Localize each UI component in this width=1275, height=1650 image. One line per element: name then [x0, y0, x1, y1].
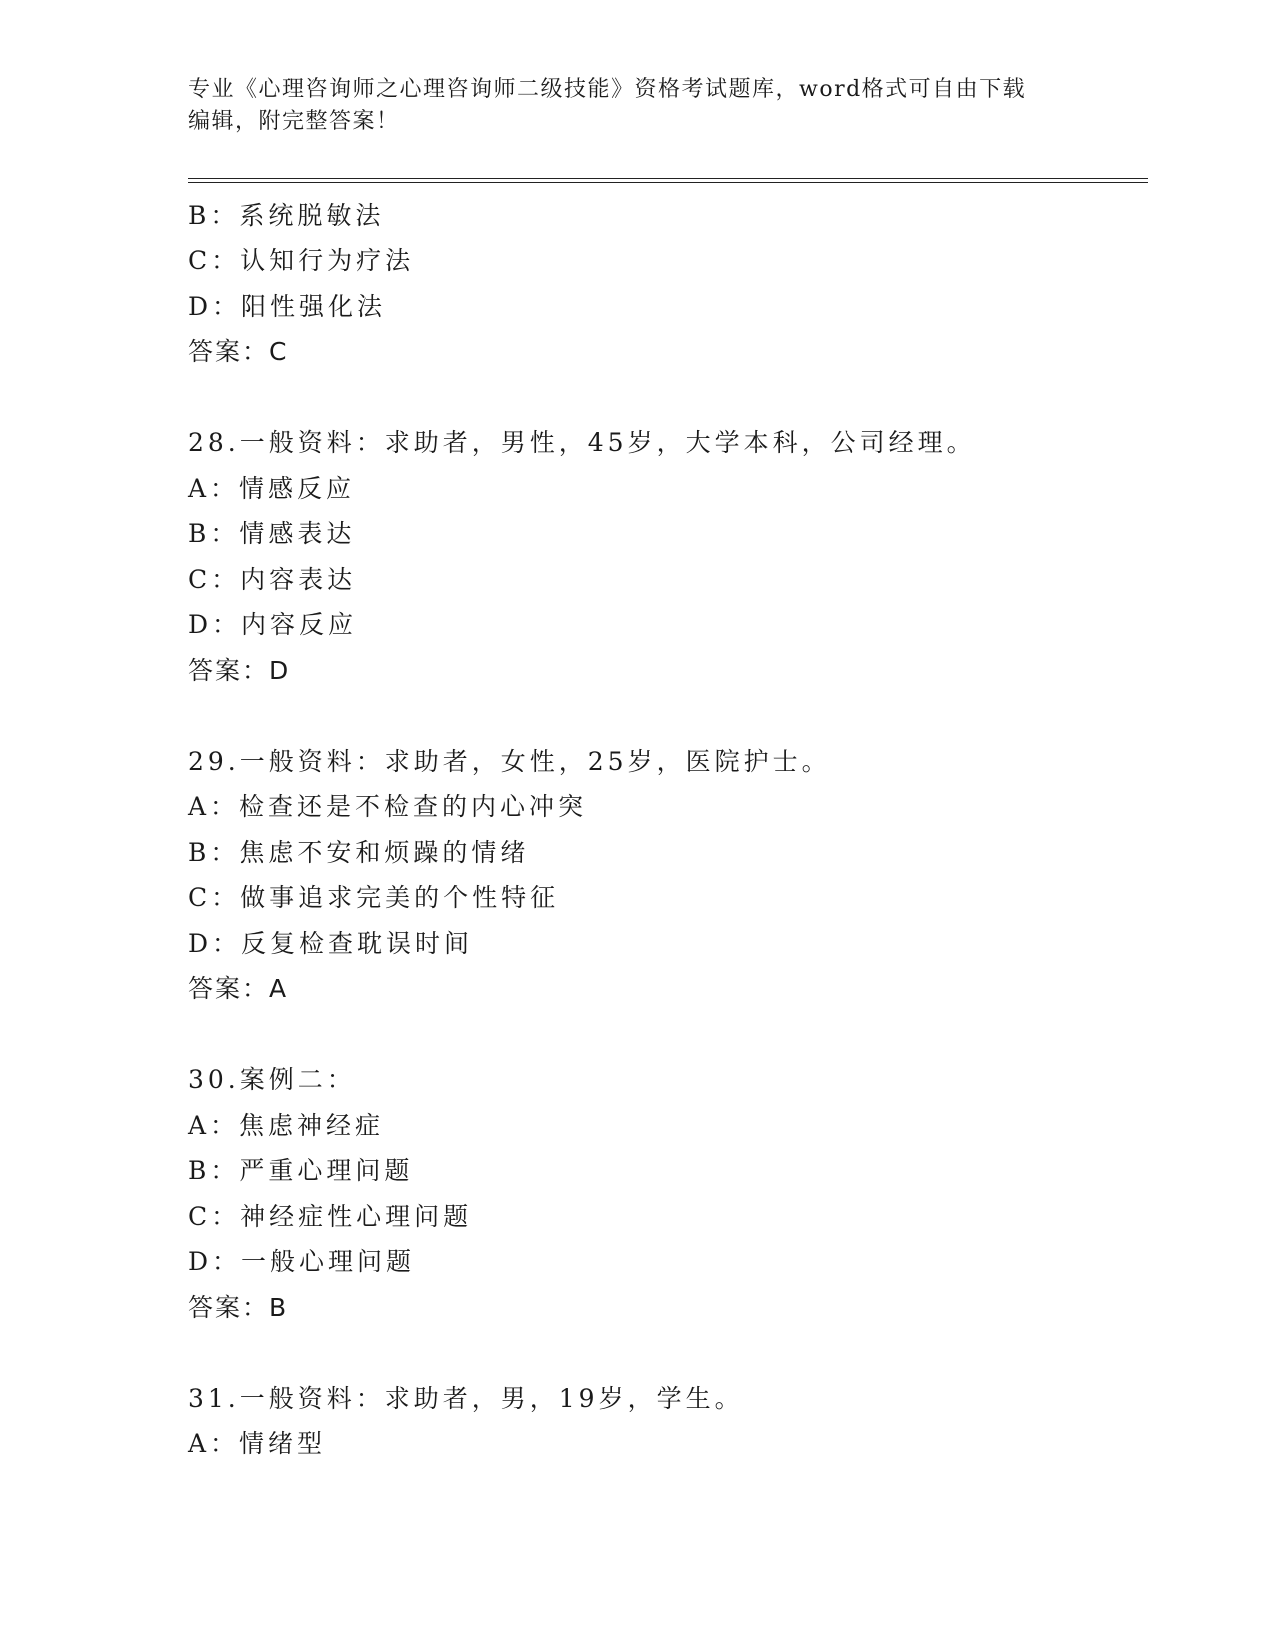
option-b: B：严重心理问题: [188, 1156, 414, 1185]
answer-line: 答案：C: [188, 337, 289, 366]
question-31: 31.一般资料：求助者，男，19岁，学生。: [188, 1383, 744, 1413]
option-a: A：情绪型: [188, 1429, 327, 1458]
document-header-line-1: 专业《心理咨询师之心理咨询师二级技能》资格考试题库，word格式可自由下载: [188, 77, 1027, 102]
question-30: 30.案例二：: [188, 1065, 356, 1094]
option-b: B：情感表达: [188, 519, 356, 548]
spacer: [188, 693, 1148, 739]
answer-line: 答案：A: [188, 974, 289, 1003]
option-c: C：认知行为疗法: [188, 246, 415, 275]
option-b: B：系统脱敏法: [188, 200, 385, 230]
option-d: D：一般心理问题: [188, 1247, 416, 1276]
option-d: D：阳性强化法: [188, 291, 387, 321]
divider-line-top: [188, 178, 1148, 179]
answer-line: 答案：D: [188, 655, 291, 685]
spacer: [188, 1330, 1148, 1376]
header-divider: [188, 178, 1148, 183]
option-c: C：做事追求完美的个性特征: [188, 883, 560, 912]
option-a: A：检查还是不检查的内心冲突: [188, 792, 588, 821]
option-d: D：内容反应: [188, 610, 358, 639]
option-c: C：神经症性心理问题: [188, 1201, 473, 1231]
spacer: [188, 1012, 1148, 1058]
option-b: B：焦虑不安和烦躁的情绪: [188, 837, 530, 867]
divider-line-bottom: [188, 182, 1148, 183]
document-page: [188, 74, 1148, 1467]
option-a: A：情感反应: [188, 473, 356, 503]
question-28: 28.一般资料：求助者，男性，45岁，大学本科，公司经理。: [188, 428, 976, 457]
question-29: 29.一般资料：求助者，女性，25岁，医院护士。: [188, 746, 831, 776]
option-d: D：反复检查耽误时间: [188, 928, 474, 958]
document-header-line-2: 编辑，附完整答案！: [188, 109, 400, 134]
option-c: C：内容表达: [188, 564, 357, 594]
spacer: [188, 375, 1148, 421]
answer-line: 答案：B: [188, 1292, 289, 1322]
option-a: A：焦虑神经症: [188, 1110, 385, 1140]
